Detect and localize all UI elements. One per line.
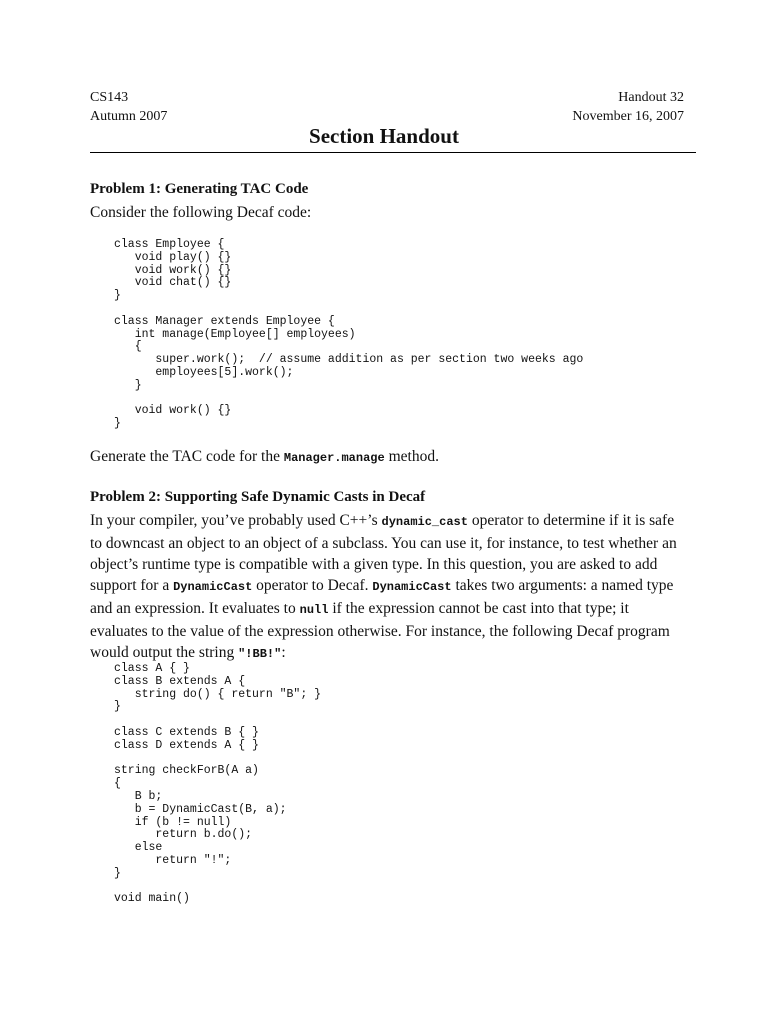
- problem1-heading: Problem 1: Generating TAC Code: [90, 181, 309, 197]
- paragraph-text: :: [281, 644, 286, 661]
- problem1-task-text: method.: [384, 448, 439, 465]
- title-rule: [90, 152, 696, 153]
- header-left: [90, 88, 167, 126]
- problem1-code-block: class Employee { void play() {} void work() {} void chat() {} } class Manager extends Employee { int manage(Employee[] employees) { super.work(); // assume addition as per section two weeks ago employees[5].work(); } void work() {} }: [114, 238, 584, 431]
- problem1-intro: Consider the following Decaf code:: [90, 204, 312, 221]
- problem1-task-text: Generate the TAC code for the: [90, 448, 284, 465]
- inline-code: dynamic_cast: [381, 515, 468, 529]
- problem2-heading: Problem 2: Supporting Safe Dynamic Casts in Decaf: [90, 489, 426, 505]
- handout-date: November 16, 2007: [572, 109, 684, 124]
- problem1-task: [90, 446, 690, 469]
- inline-code: DynamicCast: [173, 580, 253, 594]
- problem2-paragraph: [90, 510, 690, 665]
- handout-number: Handout 32: [618, 90, 684, 105]
- inline-code: Manager.manage: [283, 451, 385, 465]
- inline-code: "!BB!": [238, 647, 282, 661]
- problem2-code-block: class A { } class B extends A { string do() { return "B"; } } class C extends B { } class D extends A { } string checkForB(A a) { B b; b = DynamicCast(B, a); if (b != null) return b.do(); else return "!"; } void main(): [114, 662, 322, 906]
- paragraph-text: In your compiler, you’ve probably used C++’s: [90, 512, 382, 529]
- page-title: Section Handout: [309, 124, 459, 148]
- paragraph-text: operator to Decaf.: [252, 577, 373, 594]
- paragraph-text: takes two arguments: a named type and an expression. It evaluates to: [90, 577, 674, 617]
- paragraph-text: if the expression cannot be cast into that type; it evaluates to the value of the expression otherwise. For instance, the following Decaf program would output the string: [90, 600, 670, 661]
- inline-code: null: [299, 603, 329, 617]
- course-code: CS143: [90, 90, 129, 105]
- inline-code: DynamicCast: [372, 580, 452, 594]
- term: Autumn 2007: [90, 109, 168, 124]
- paragraph-text: operator to determine if it is safe to downcast an object to an object of a subclass. You can use it, for instance, to test whether an object’s runtime type is compatible with a given type. In this question, you are asked to add support for a: [90, 512, 677, 594]
- header-right: [572, 88, 684, 126]
